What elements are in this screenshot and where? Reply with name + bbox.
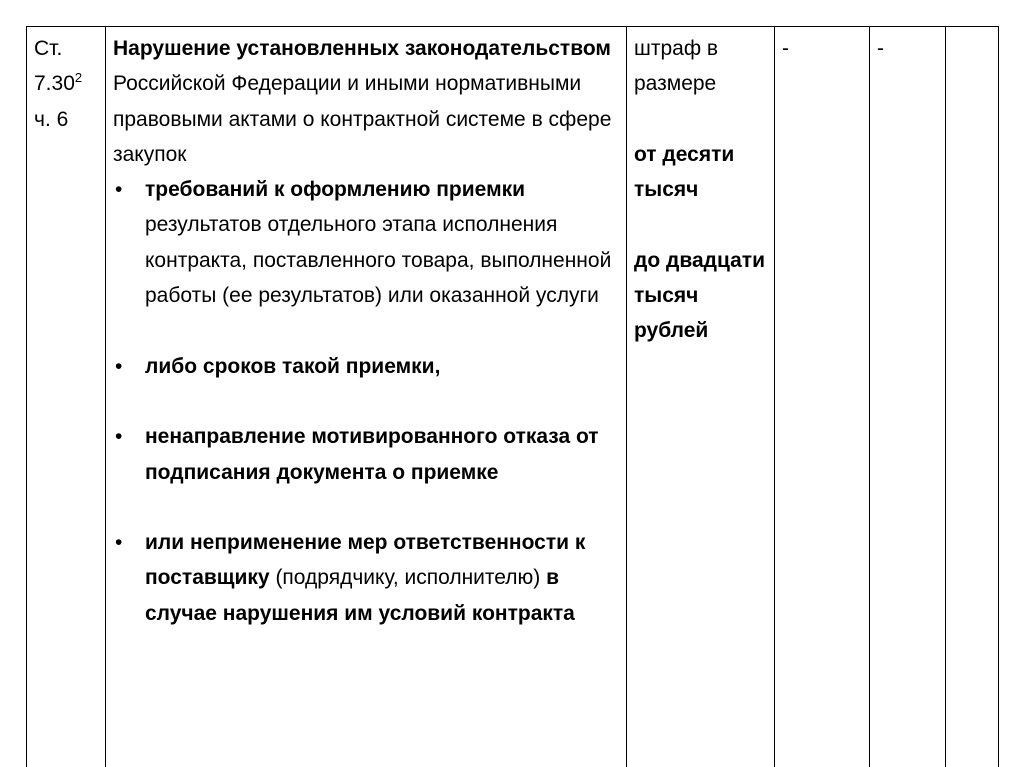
list-item: • либо сроков такой приемки, (113, 349, 620, 384)
description-cell (106, 27, 627, 767)
column-c-cell (946, 27, 999, 767)
list-item: • требований к оформлению приемки результатов отдельного этапа исполнения контракта, поставленного товара, выполненной работы (ее результатов) или оказанной услуги (113, 172, 620, 313)
bullet-icon: • (115, 178, 123, 202)
column-b-cell (870, 27, 946, 767)
requirements-list (113, 172, 620, 631)
bullet-icon: • (115, 425, 123, 449)
list-item: • или неприменение мер ответственности к поставщику (подрядчику, исполнителю) в случае нарушения им условий контракта (113, 525, 620, 631)
penalty-cell (627, 27, 775, 767)
violations-table (26, 26, 999, 767)
list-item: • ненаправление мотивированного отказа от подписания документа о приемке (113, 419, 620, 490)
penalty-intro: штраф в размере (634, 37, 719, 96)
bullet-icon: • (115, 531, 123, 555)
table-row (27, 27, 999, 767)
penalty-from: от десяти тысяч (634, 142, 735, 202)
column-a-cell (775, 27, 870, 767)
article-label: Ст. 7.30$^2$ ч. 6 (34, 37, 83, 131)
article-cell (27, 27, 106, 767)
column-b-value: - (877, 37, 884, 60)
bullet-icon: • (115, 354, 123, 378)
description-intro: Нарушение установленных законодательством Российской Федерации и иными нормативными правовыми актами о контрактной системе в сфере закупок (113, 37, 612, 166)
column-a-value: - (782, 37, 789, 60)
penalty-to: до двадцати тысяч рублей (634, 248, 766, 343)
